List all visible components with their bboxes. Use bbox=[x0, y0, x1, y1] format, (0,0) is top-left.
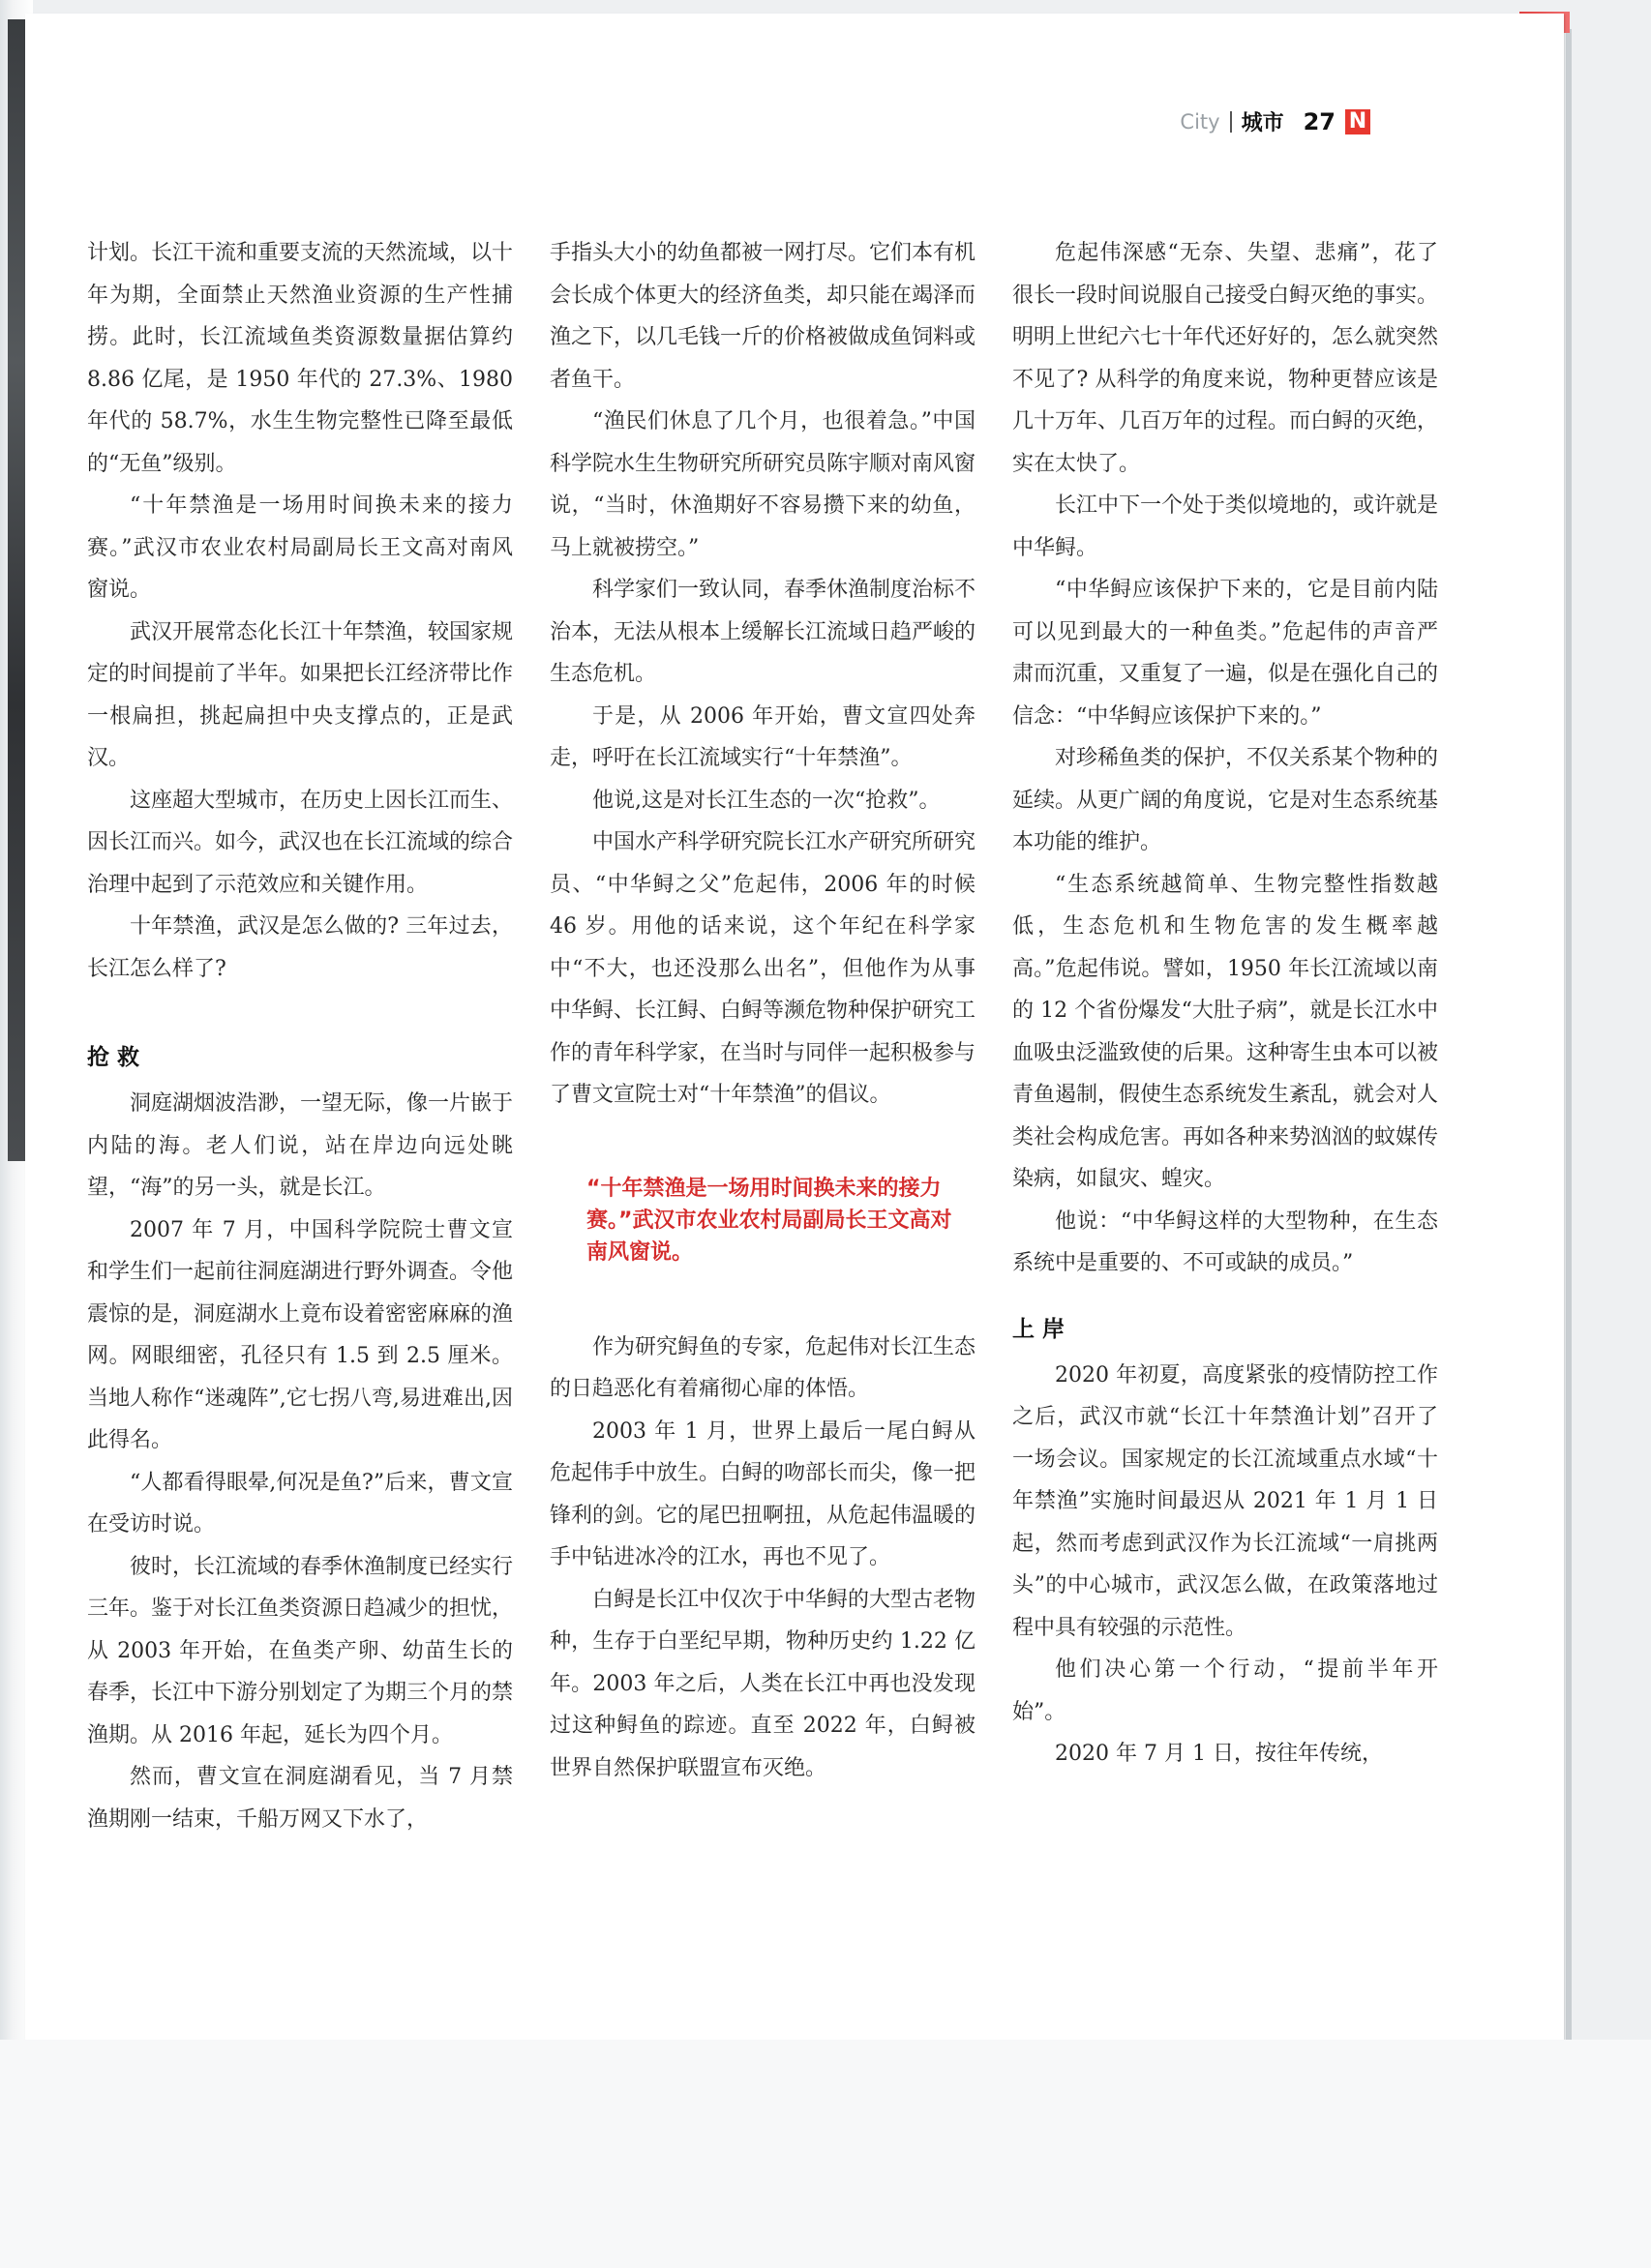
section-name-en: City bbox=[1180, 109, 1220, 134]
paragraph: 中国水产科学研究院长江水产研究所研究员、“中华鲟之父”危起伟，2006 年的时候 46 岁。用他的话来说，这个年纪在科学家中“不大，也还没那么出名”，但他作为从事中华鲟、长江鲟、白鲟等濒危物种保护研究工作的青年科学家，在当时与同伴一起积极参与了曹文宣院士对“十年禁渔”的倡议。 bbox=[550, 830, 976, 1107]
paragraph: 武汉开展常态化长江十年禁渔，较国家规定的时间提前了半年。如果把长江经济带比作一根扁担，挑起扁担中央支撑点的，正是武汉。 bbox=[87, 619, 514, 770]
binding-edge bbox=[8, 19, 25, 1161]
paragraph: “十年禁渔是一场用时间换未来的接力赛。”武汉市农业农村局副局长王文高对南风窗说。 bbox=[87, 493, 513, 602]
paragraph: 2020 年 7 月 1 日，按往年传统， bbox=[1055, 1742, 1383, 1766]
paragraph: 他说,这是对长江生态的一次“抢救”。 bbox=[592, 788, 941, 813]
paragraph: 这座超大型城市，在历史上因长江而生、因长江而兴。如今，武汉也在长江流域的综合治理中起到了示范效应和关键作用。 bbox=[87, 788, 514, 897]
paragraph: “生态系统越简单、生物完整性指数越低，生态危机和生物危害的发生概率越高。”危起伟说。譬如，1950 年长江流域以南的 12 个省份爆发“大肚子病”，就是长江水中血吸虫泛滥致使的后果。这种寄生虫本可以被青鱼遏制，假使生态系统发生紊乱，就会对人类社会构成危害。再如各种来势汹汹的蚊媒传染病，如鼠灾、蝗灾。 bbox=[1012, 872, 1439, 1191]
paragraph: 2003 年 1 月，世界上最后一尾白鲟从危起伟手中放生。白鲟的吻部长而尖，像一把锋利的剑。它的尾巴扭啊扭，从危起伟温暖的手中钻进冰冷的江水，再也不见了。 bbox=[550, 1418, 976, 1569]
column-3 bbox=[1012, 232, 1438, 1776]
page-edge bbox=[1566, 29, 1572, 2061]
paragraph: 对珍稀鱼类的保护，不仅关系某个物种的延续。从更广阔的角度说，它是对生态系统基本功能的维护。 bbox=[1012, 746, 1439, 854]
section-heading: 抢 救 bbox=[87, 1045, 140, 1070]
section-heading: 上 岸 bbox=[1012, 1316, 1066, 1342]
running-header bbox=[1180, 106, 1370, 136]
paragraph: 科学家们一致认同，春季休渔制度治标不治本，无法从根本上缓解长江流域日趋严峻的生态危机。 bbox=[550, 578, 976, 686]
section-name-cn: 城市 bbox=[1241, 111, 1284, 135]
paragraph: 手指头大小的幼鱼都被一网打尽。它们本有机会长成个体更大的经济鱼类，却只能在竭泽而渔之下，以几毛钱一斤的价格被做成鱼饲料或者鱼干。 bbox=[550, 241, 976, 392]
magazine-logo-icon: N bbox=[1345, 109, 1370, 134]
paragraph: “中华鲟应该保护下来的，它是目前内陆可以见到最大的一种鱼类。”危起伟的声音严肃而沉重，又重复了一遍，似是在强化自己的信念：“中华鲟应该保护下来的。” bbox=[1012, 578, 1439, 729]
header-divider bbox=[1230, 111, 1232, 133]
pull-quote: “十年禁渔是一场用时间换未来的接力赛。”武汉市农业农村局副局长王文高对南风窗说。 bbox=[586, 1176, 952, 1265]
paragraph: 洞庭湖烟波浩渺，一望无际，像一片嵌于内陆的海。老人们说，站在岸边向远处眺望，“海”的另一头，就是长江。 bbox=[87, 1091, 514, 1200]
paragraph: 于是，从 2006 年开始，曹文宣四处奔走，呼吁在长江流域实行“十年禁渔”。 bbox=[550, 703, 976, 770]
scanner-background bbox=[0, 2040, 1651, 2268]
paragraph: 然而，曹文宣在洞庭湖看见，当 7 月禁渔期刚一结束，千船万网又下水了， bbox=[87, 1765, 513, 1832]
column-1 bbox=[87, 232, 513, 1840]
paragraph: 危起伟深感“无奈、失望、悲痛”，花了很长一段时间说服自己接受白鲟灭绝的事实。明明上世纪六七十年代还好好的，怎么就突然不见了? 从科学的角度来说，物种更替应该是几十万年、几百万年的过程。而白鲟的灭绝，实在太快了。 bbox=[1012, 241, 1439, 476]
paragraph: 计划。长江干流和重要支流的天然流域，以十年为期，全面禁止天然渔业资源的生产性捕捞。此时，长江流域鱼类资源数量据估算约 8.86 亿尾，是 1950 年代的 27.3%、1980 年代的 58.7%，水生生物完整性已降至最低的“无鱼”级别。 bbox=[87, 241, 514, 476]
paragraph: 他们决心第一个行动，“提前半年开始”。 bbox=[1012, 1657, 1438, 1724]
paragraph: 长江中下一个处于类似境地的，或许就是中华鲟。 bbox=[1012, 493, 1439, 560]
paragraph: “人都看得眼晕,何况是鱼?”后来，曹文宣在受访时说。 bbox=[87, 1470, 513, 1537]
paragraph: 他说：“中华鲟这样的大型物种，在生态系统中是重要的、不可或缺的成员。” bbox=[1012, 1209, 1438, 1275]
paragraph: 作为研究鲟鱼的专家，危起伟对长江生态的日趋恶化有着痛彻心扉的体悟。 bbox=[550, 1334, 976, 1401]
page-number: 27 bbox=[1303, 107, 1336, 135]
paragraph: “渔民们休息了几个月，也很着急。”中国科学院水生生物研究所研究员陈宇顺对南风窗说，“当时，休渔期好不容易攒下来的幼鱼，马上就被捞空。” bbox=[550, 409, 976, 560]
paragraph: 2007 年 7 月，中国科学院院士曹文宣和学生们一起前往洞庭湖进行野外调查。令他震惊的是，洞庭湖水上竟布设着密密麻麻的渔网。网眼细密，孔径只有 1.5 到 2.5 厘米。当地人称作“迷魂阵”,它七拐八弯,易进难出,因此得名。 bbox=[87, 1217, 514, 1452]
paragraph: 彼时，长江流域的春季休渔制度已经实行三年。鉴于对长江鱼类资源日趋减少的担忧，从 2003 年开始，在鱼类产卵、幼苗生长的春季，长江中下游分别划定了为期三个月的禁渔期。从 2016 年起，延长为四个月。 bbox=[87, 1554, 514, 1747]
paragraph: 十年禁渔，武汉是怎么做的? 三年过去，长江怎么样了? bbox=[87, 914, 513, 981]
paragraph: 2020 年初夏，高度紧张的疫情防控工作之后，武汉市就“长江十年禁渔计划”召开了一场会议。国家规定的长江流域重点水域“十年禁渔”实施时间最迟从 2021 年 1 月 1 日起，然而考虑到武汉作为长江流域“一肩挑两头”的中心城市，武汉怎么做，在政策落地过程中具有较强的示范性。 bbox=[1012, 1362, 1438, 1640]
column-2 bbox=[550, 232, 976, 1789]
paragraph: 白鲟是长江中仅次于中华鲟的大型古老物种，生存于白垩纪早期，物种历史约 1.22 亿年。2003 年之后，人类在长江中再也没发现过这种鲟鱼的踪迹。直至 2022 年，白鲟被世界自然保护联盟宣布灭绝。 bbox=[550, 1587, 976, 1780]
